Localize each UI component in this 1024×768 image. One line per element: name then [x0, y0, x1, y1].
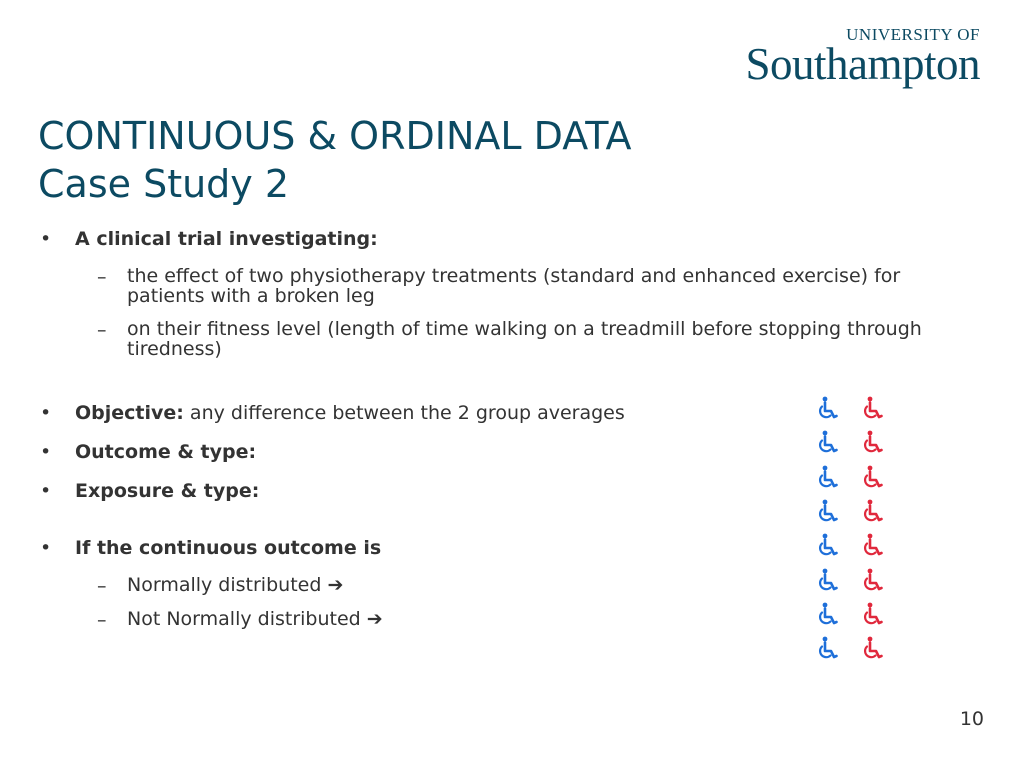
wheelchair-icon	[816, 499, 838, 525]
logo-southampton: Southampton	[745, 39, 980, 89]
treatments-text: the effect of two physiotherapy treatments (standard and enhanced exercise) for patients with a broken leg	[127, 265, 901, 307]
bullet-outcome	[40, 441, 256, 463]
sub-bullet-dash: –	[97, 319, 107, 341]
exposure-label: Exposure & type:	[75, 480, 260, 502]
bullet-dot: •	[40, 441, 52, 463]
bullet-dot: •	[40, 402, 52, 424]
continuous-label: If the continuous outcome is	[75, 537, 382, 559]
sub-bullet-treatments	[97, 266, 967, 306]
wheelchair-icon	[861, 533, 883, 559]
bullet-dot: •	[40, 480, 52, 502]
normal-text: Normally distributed	[127, 574, 322, 596]
slide-title-line2: Case Study 2	[38, 162, 290, 206]
wheelchair-icon	[816, 396, 838, 422]
not-normal-text: Not Normally distributed	[127, 608, 361, 630]
bullet-trial	[40, 228, 378, 250]
objective-label: Objective:	[75, 402, 184, 424]
objective-text: any difference between the 2 group averages	[183, 402, 625, 424]
wheelchair-icon	[861, 602, 883, 628]
wheelchair-icon	[861, 396, 883, 422]
bullet-dot: •	[40, 537, 52, 559]
wheelchair-icon	[861, 568, 883, 594]
trial-label: A clinical trial investigating:	[75, 228, 378, 250]
bullet-continuous	[40, 537, 381, 559]
bullet-exposure	[40, 480, 259, 502]
sub-bullet-dash: –	[97, 609, 107, 631]
sub-bullet-fitness	[97, 319, 967, 359]
wheelchair-icon	[816, 636, 838, 662]
outcome-label: Outcome & type:	[75, 441, 257, 463]
page-number: 10	[959, 708, 984, 730]
slide-title	[38, 112, 632, 208]
university-logo	[745, 25, 980, 89]
arrow-icon: ➔	[366, 608, 383, 630]
arrow-icon: ➔	[327, 574, 344, 596]
wheelchair-icon	[816, 430, 838, 456]
wheelchair-icon	[861, 465, 883, 491]
bullet-objective	[40, 402, 625, 424]
wheelchair-icon	[816, 533, 838, 559]
wheelchair-icon	[861, 499, 883, 525]
wheelchair-icon	[816, 465, 838, 491]
slide-title-line1: CONTINUOUS & ORDINAL DATA	[38, 114, 632, 158]
bullet-dot: •	[40, 228, 52, 250]
wheelchair-icon	[816, 568, 838, 594]
fitness-text: on their fitness level (length of time walking on a treadmill before stopping through tiredness)	[127, 318, 922, 360]
sub-bullet-dash: –	[97, 266, 107, 288]
wheelchair-icon	[861, 636, 883, 662]
wheelchair-icon	[816, 602, 838, 628]
wheelchair-icon	[861, 430, 883, 456]
sub-bullet-dash: –	[97, 575, 107, 597]
logo-university-of: UNIVERSITY OF	[846, 25, 980, 44]
